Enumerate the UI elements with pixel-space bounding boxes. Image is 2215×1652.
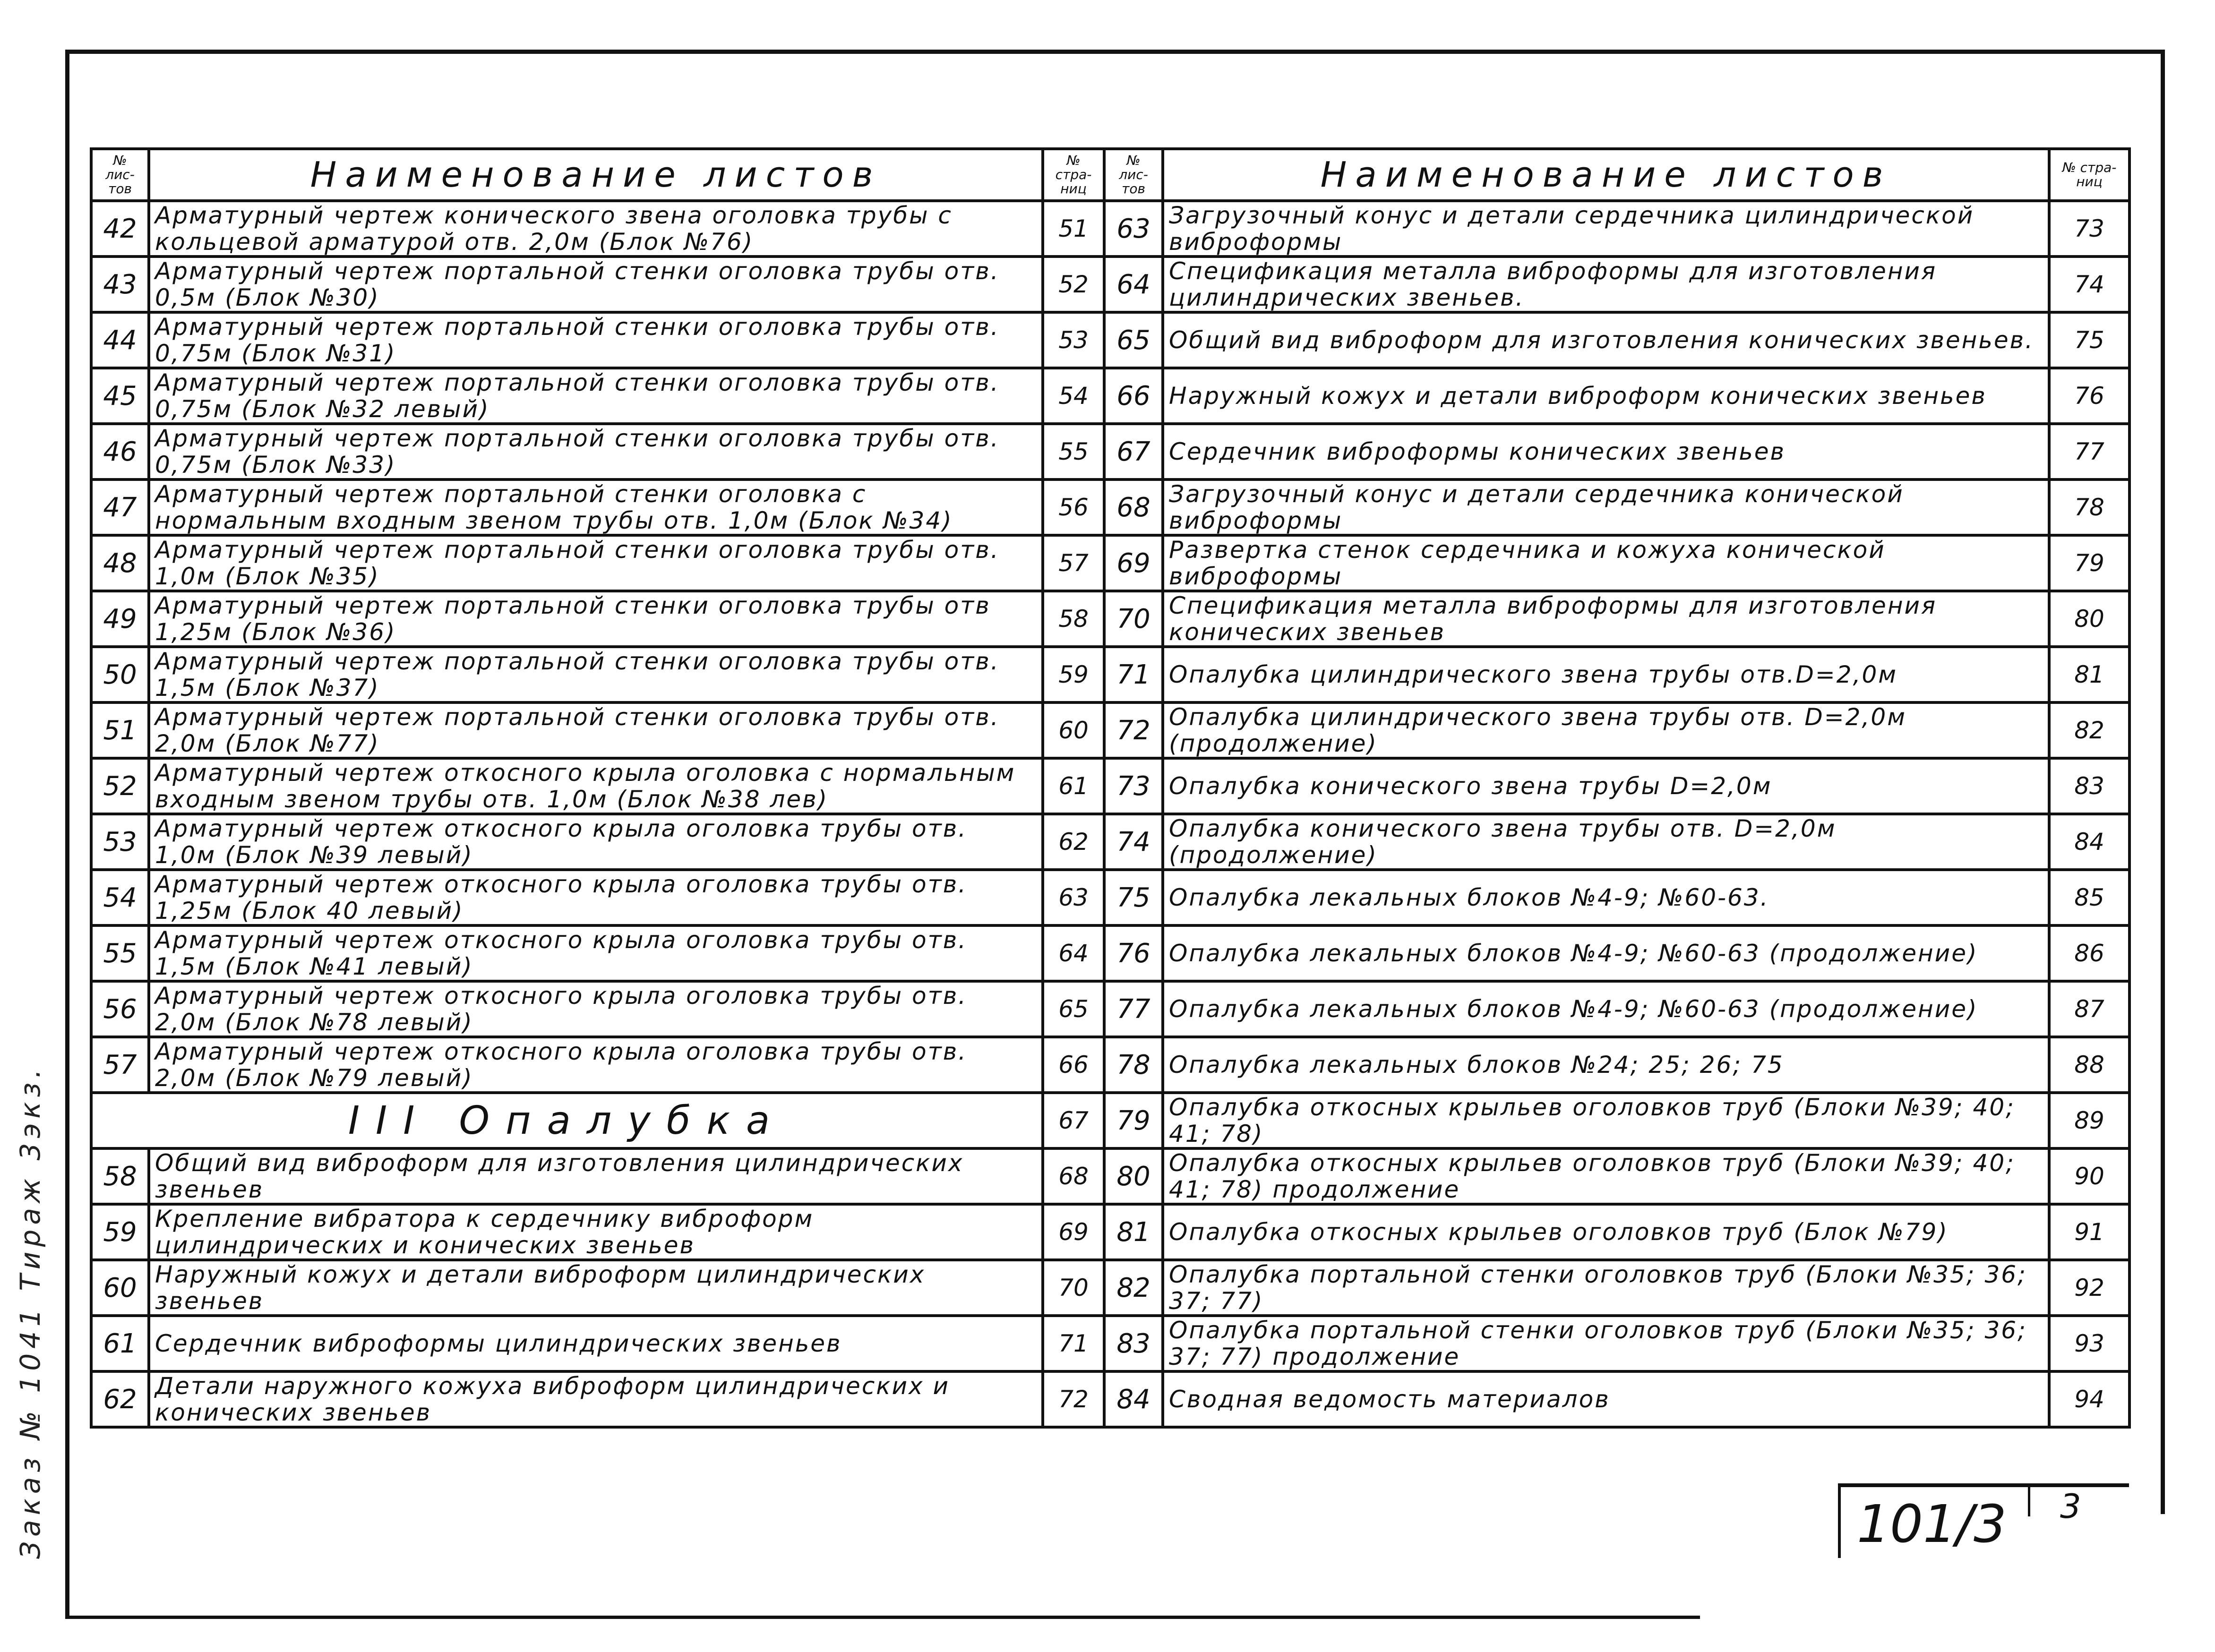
left-page-number: 61 [1043,758,1104,814]
left-sheet-name: Крепление вибратора к сердечнику виброформ цилиндрических и конических звеньев [149,1204,1043,1260]
drawing-frame-bottom [65,1616,1700,1619]
header-name-right: Наименование листов [1163,149,2049,201]
left-page-number: 54 [1043,368,1104,424]
right-page-number: 90 [2049,1148,2129,1204]
header-page-no-left: № стра- ниц [1043,149,1104,201]
left-sheet-name: Арматурный чертеж портальной стенки оголовка с нормальным входным звеном трубы отв. 1,0м (Блок №34) [149,479,1043,535]
right-sheet-number: 70 [1104,591,1163,647]
right-page-number: 89 [2049,1093,2129,1148]
right-page-number: 82 [2049,702,2129,758]
right-sheet-name: Сердечник виброформы конических звеньев [1163,424,2049,479]
left-sheet-number: 58 [91,1148,149,1204]
right-sheet-number: 66 [1104,368,1163,424]
right-sheet-number: 79 [1104,1093,1163,1148]
left-sheet-name: Арматурный чертеж портальной стенки оголовка трубы отв. 0,75м (Блок №32 левый) [149,368,1043,424]
left-sheet-name: Арматурный чертеж портальной стенки оголовка трубы отв. 0,5м (Блок №30) [149,257,1043,312]
right-sheet-number: 63 [1104,201,1163,257]
left-sheet-number: 61 [91,1316,149,1371]
left-sheet-number: 45 [91,368,149,424]
left-page-number: 71 [1043,1316,1104,1371]
table-row [91,1148,2129,1204]
left-page-number: 59 [1043,647,1104,702]
table-row [91,1371,2129,1427]
right-page-number: 91 [2049,1204,2129,1260]
right-sheet-number: 65 [1104,312,1163,368]
left-page-number: 69 [1043,1204,1104,1260]
left-sheet-number: 57 [91,1037,149,1093]
title-block-stamp [1838,1483,2132,1559]
left-sheet-name: Арматурный чертеж портальной стенки оголовка трубы отв. 1,0м (Блок №35) [149,535,1043,591]
left-sheet-number: 53 [91,814,149,870]
left-sheet-number: 44 [91,312,149,368]
left-sheet-number: 62 [91,1371,149,1427]
header-sheet-no-right: № лис- тов [1104,149,1163,201]
table-row [91,1204,2129,1260]
right-page-number: 77 [2049,424,2129,479]
right-sheet-number: 71 [1104,647,1163,702]
right-sheet-name: Опалубка откосных крыльев оголовков труб (Блок №79) [1163,1204,2049,1260]
right-sheet-number: 68 [1104,479,1163,535]
right-sheet-name: Наружный кожух и детали виброформ конических звеньев [1163,368,2049,424]
left-sheet-name: Арматурный чертеж портальной стенки оголовка трубы отв. 0,75м (Блок №31) [149,312,1043,368]
left-page-number: 56 [1043,479,1104,535]
right-sheet-name: Загрузочный конус и детали сердечника конической виброформы [1163,479,2049,535]
right-sheet-number: 77 [1104,981,1163,1037]
right-sheet-number: 72 [1104,702,1163,758]
left-sheet-number: 49 [91,591,149,647]
header-name-left: Наименование листов [149,149,1043,201]
table-row [91,925,2129,981]
table-row [91,647,2129,702]
right-sheet-name: Опалубка цилиндрического звена трубы отв.D=2,0м [1163,647,2049,702]
section-title: III Опалубка [91,1093,1043,1148]
right-sheet-name: Опалубка лекальных блоков №4-9; №60-63. [1163,870,2049,925]
right-page-number: 73 [2049,201,2129,257]
header-sheet-no-left: № лис- тов [91,149,149,201]
right-sheet-name: Опалубка цилиндрического звена трубы отв. D=2,0м (продолжение) [1163,702,2049,758]
table-header-row [91,149,2129,201]
left-page-number: 51 [1043,201,1104,257]
drawing-frame-right [2161,50,2165,1514]
left-sheet-number: 47 [91,479,149,535]
right-page-number: 93 [2049,1316,2129,1371]
left-page-number: 53 [1043,312,1104,368]
table-row [91,1037,2129,1093]
table-row [91,870,2129,925]
right-page-number: 75 [2049,312,2129,368]
order-note: Заказ № 1041 Тираж 3экз. [14,1064,46,1559]
left-sheet-name: Арматурный чертеж откосного крыла оголовка трубы отв. 1,5м (Блок №41 левый) [149,925,1043,981]
right-sheet-name: Общий вид виброформ для изготовления конических звеньев. [1163,312,2049,368]
right-sheet-number: 69 [1104,535,1163,591]
left-page-number: 63 [1043,870,1104,925]
table-row [91,1260,2129,1316]
right-page-number: 94 [2049,1371,2129,1427]
right-page-number: 74 [2049,257,2129,312]
left-sheet-name: Арматурный чертеж портальной стенки оголовка трубы отв. 2,0м (Блок №77) [149,702,1043,758]
left-sheet-number: 56 [91,981,149,1037]
left-sheet-number: 43 [91,257,149,312]
table-row [91,479,2129,535]
left-page-number: 60 [1043,702,1104,758]
left-sheet-number: 59 [91,1204,149,1260]
right-sheet-name: Спецификация металла виброформы для изготовления конических звеньев [1163,591,2049,647]
stamp-sheet-number: 101/3 [1857,1494,2007,1554]
right-sheet-name: Опалубка откосных крыльев оголовков труб (Блоки №39; 40; 41; 78) продолжение [1163,1148,2049,1204]
left-sheet-number: 54 [91,870,149,925]
right-page-number: 92 [2049,1260,2129,1316]
table-row [91,758,2129,814]
right-page-number: 84 [2049,814,2129,870]
table-row [91,702,2129,758]
right-sheet-name: Опалубка конического звена трубы отв. D=2,0м (продолжение) [1163,814,2049,870]
left-sheet-name: Детали наружного кожуха виброформ цилиндрических и конических звеньев [149,1371,1043,1427]
left-page-number: 57 [1043,535,1104,591]
right-sheet-number: 83 [1104,1316,1163,1371]
left-page-number: 67 [1043,1093,1104,1148]
left-sheet-number: 60 [91,1260,149,1316]
left-sheet-number: 50 [91,647,149,702]
left-sheet-name: Наружный кожух и детали виброформ цилиндрических звеньев [149,1260,1043,1316]
right-sheet-name: Опалубка лекальных блоков №24; 25; 26; 75 [1163,1037,2049,1093]
table-row [91,814,2129,870]
right-sheet-number: 82 [1104,1260,1163,1316]
left-page-number: 52 [1043,257,1104,312]
right-page-number: 76 [2049,368,2129,424]
right-page-number: 85 [2049,870,2129,925]
left-sheet-name: Арматурный чертеж откосного крыла оголовка трубы отв. 2,0м (Блок №79 левый) [149,1037,1043,1093]
right-sheet-name: Загрузочный конус и детали сердечника цилиндрической виброформы [1163,201,2049,257]
right-sheet-name: Опалубка лекальных блоков №4-9; №60-63 (продолжение) [1163,925,2049,981]
stamp-sheet-page: 3 [2060,1487,2081,1526]
left-page-number: 64 [1043,925,1104,981]
right-sheet-number: 84 [1104,1371,1163,1427]
drawing-frame-top [65,50,2165,54]
right-sheet-number: 81 [1104,1204,1163,1260]
left-page-number: 66 [1043,1037,1104,1093]
table-row [91,424,2129,479]
header-page-no-right: № стра- ниц [2049,149,2129,201]
left-page-number: 68 [1043,1148,1104,1204]
left-sheet-name: Арматурный чертеж портальной стенки оголовка трубы отв 1,25м (Блок №36) [149,591,1043,647]
right-page-number: 86 [2049,925,2129,981]
left-sheet-name: Арматурный чертеж откосного крыла оголовка с нормальным входным звеном трубы отв. 1,0м (Блок №38 лев) [149,758,1043,814]
right-page-number: 81 [2049,647,2129,702]
right-sheet-name: Спецификация металла виброформы для изготовления цилиндрических звеньев. [1163,257,2049,312]
left-page-number: 65 [1043,981,1104,1037]
right-page-number: 87 [2049,981,2129,1037]
right-sheet-number: 76 [1104,925,1163,981]
right-sheet-name: Опалубка лекальных блоков №4-9; №60-63 (продолжение) [1163,981,2049,1037]
stamp-divider [2028,1483,2030,1516]
left-sheet-name: Арматурный чертеж откосного крыла оголовка трубы отв. 2,0м (Блок №78 левый) [149,981,1043,1037]
table-row [91,981,2129,1037]
left-sheet-name: Арматурный чертеж портальной стенки оголовка трубы отв. 0,75м (Блок №33) [149,424,1043,479]
left-sheet-number: 51 [91,702,149,758]
table-row [91,312,2129,368]
left-sheet-number: 42 [91,201,149,257]
right-page-number: 78 [2049,479,2129,535]
left-sheet-number: 46 [91,424,149,479]
right-sheet-name: Опалубка портальной стенки оголовков труб (Блоки №35; 36; 37; 77) [1163,1260,2049,1316]
right-sheet-number: 74 [1104,814,1163,870]
table-row [91,1316,2129,1371]
right-page-number: 83 [2049,758,2129,814]
right-page-number: 88 [2049,1037,2129,1093]
right-sheet-number: 75 [1104,870,1163,925]
right-sheet-number: 67 [1104,424,1163,479]
left-page-number: 72 [1043,1371,1104,1427]
right-sheet-name: Опалубка конического звена трубы D=2,0м [1163,758,2049,814]
table-row [91,368,2129,424]
right-sheet-name: Опалубка откосных крыльев оголовков труб (Блоки №39; 40; 41; 78) [1163,1093,2049,1148]
left-sheet-name: Общий вид виброформ для изготовления цилиндрических звеньев [149,1148,1043,1204]
right-sheet-number: 64 [1104,257,1163,312]
table-row [91,1093,2129,1148]
left-page-number: 70 [1043,1260,1104,1316]
right-page-number: 79 [2049,535,2129,591]
table-row [91,591,2129,647]
right-sheet-number: 80 [1104,1148,1163,1204]
table-row [91,257,2129,312]
right-sheet-name: Сводная ведомость материалов [1163,1371,2049,1427]
table-row [91,535,2129,591]
table-row [91,201,2129,257]
left-sheet-number: 48 [91,535,149,591]
left-page-number: 62 [1043,814,1104,870]
left-sheet-name: Сердечник виброформы цилиндрических звеньев [149,1316,1043,1371]
drawing-frame-left [65,50,69,1618]
left-sheet-name: Арматурный чертеж откосного крыла оголовка трубы отв. 1,25м (Блок 40 левый) [149,870,1043,925]
right-sheet-number: 78 [1104,1037,1163,1093]
left-sheet-number: 55 [91,925,149,981]
right-sheet-name: Опалубка портальной стенки оголовков труб (Блоки №35; 36; 37; 77) продолжение [1163,1316,2049,1371]
right-page-number: 80 [2049,591,2129,647]
left-sheet-name: Арматурный чертеж откосного крыла оголовка трубы отв. 1,0м (Блок №39 левый) [149,814,1043,870]
left-sheet-name: Арматурный чертеж портальной стенки оголовка трубы отв. 1,5м (Блок №37) [149,647,1043,702]
sheet-index-table [90,147,2131,1429]
right-sheet-name: Развертка стенок сердечника и кожуха конической виброформы [1163,535,2049,591]
left-sheet-number: 52 [91,758,149,814]
left-sheet-name: Арматурный чертеж конического звена оголовка трубы с кольцевой арматурой отв. 2,0м (Блок №76) [149,201,1043,257]
right-sheet-number: 73 [1104,758,1163,814]
left-page-number: 58 [1043,591,1104,647]
left-page-number: 55 [1043,424,1104,479]
